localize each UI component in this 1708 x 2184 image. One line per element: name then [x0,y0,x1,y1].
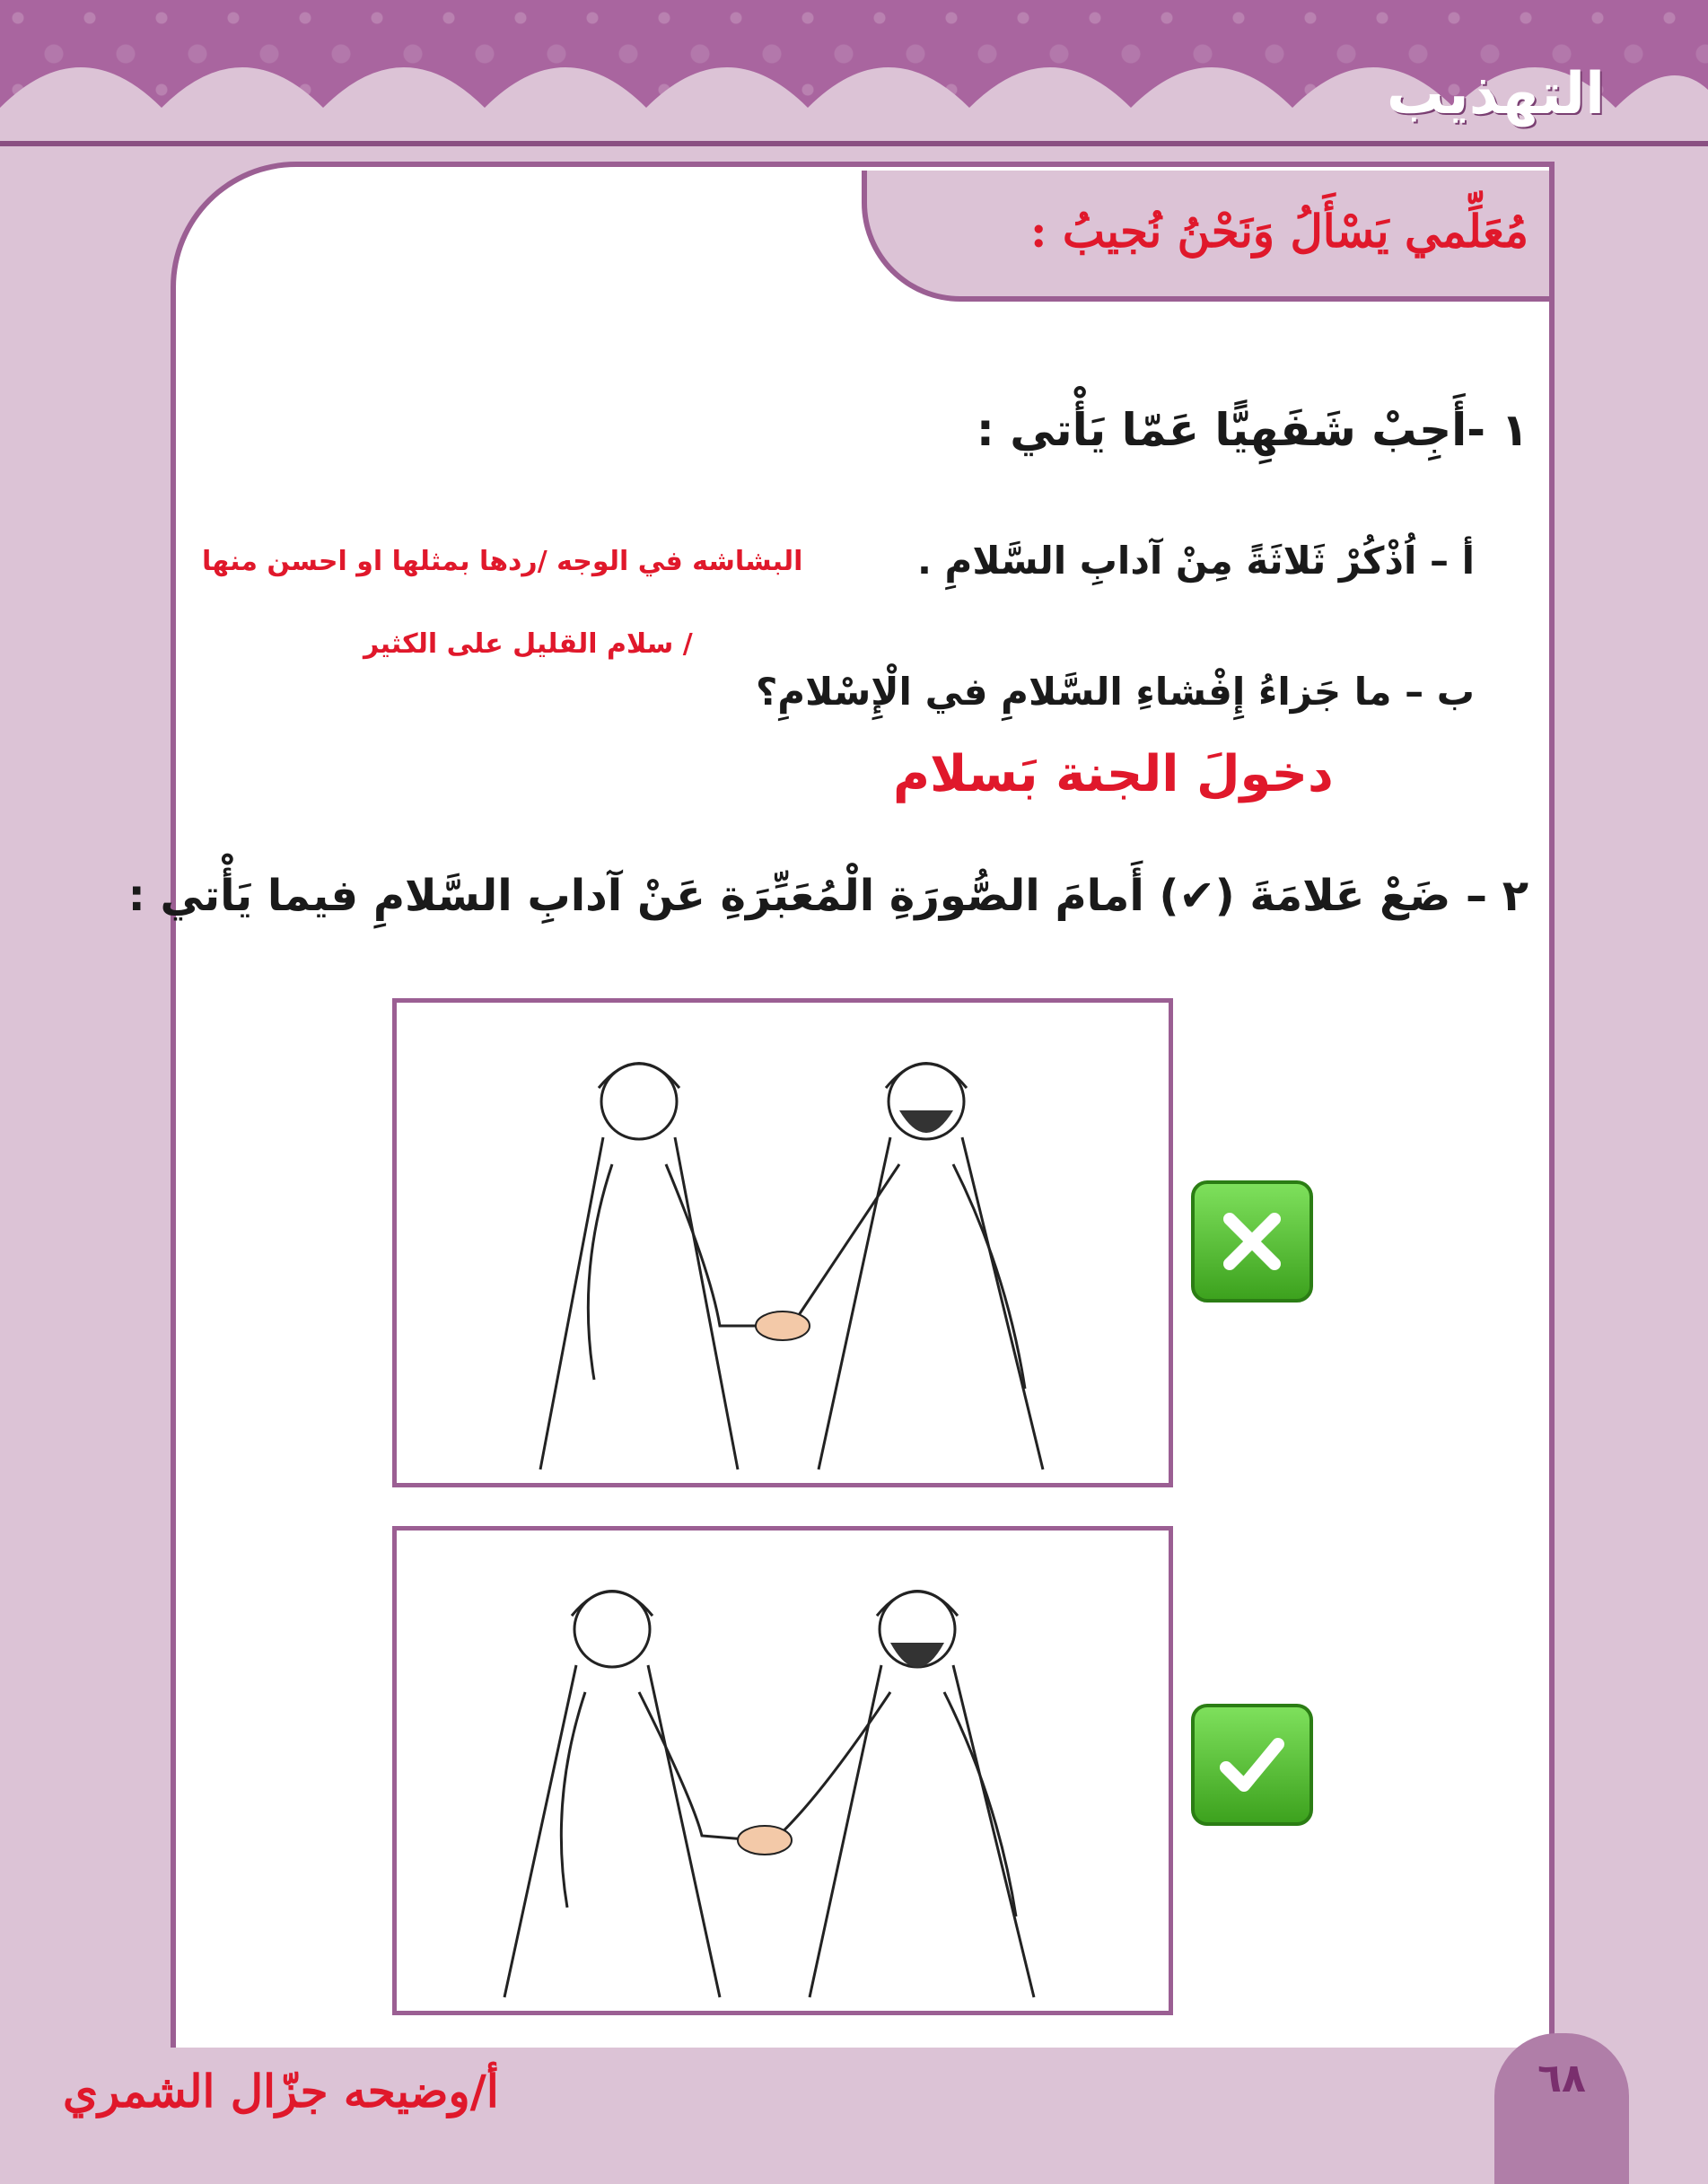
answer-1b: دخولَ الجنة بَسلام [893,745,1334,803]
question-1: ١ -أَجِبْ شَفَهِيًّا عَمّا يَأْتي : [976,404,1528,456]
option-image-1 [392,998,1173,1487]
author-credit: أ/وضيحه جزّال الشمري [63,2065,499,2118]
question-1b: ب – ما جَزاءُ إِفْشاءِ السَّلامِ في الْإِسْلامِ؟ [755,670,1475,714]
section-heading: مُعَلِّمي يَسْأَلُ وَنَحْنُ نُجيبُ : [1030,205,1528,258]
page-number: ٦٨ [1537,2056,1586,2101]
answer-1a-line1: البشاشه في الوجه /ردها بمثلها او احسن منها [202,546,803,577]
answer-1a-line2: / سلام القليل على الكثير [363,628,693,660]
option-image-2 [392,1526,1173,2015]
handshake-illustration-2 [397,1531,1169,2011]
question-1a: أ – اُذْكُرْ ثَلاثَةً مِنْ آدابِ السَّلامِ . [916,539,1475,583]
handshake-illustration-1 [397,1003,1169,1483]
cross-mark-icon[interactable] [1191,1180,1313,1303]
question-2: ٢ – ضَعْ عَلامَةَ (✔) أَمامَ الصُّورَةِ الْمُعَبِّرَةِ عَنْ آدابِ السَّلامِ فيما يَأْتي : [127,871,1528,921]
subject-title: التهذيب [1386,61,1605,127]
check-mark-icon[interactable] [1191,1704,1313,1826]
